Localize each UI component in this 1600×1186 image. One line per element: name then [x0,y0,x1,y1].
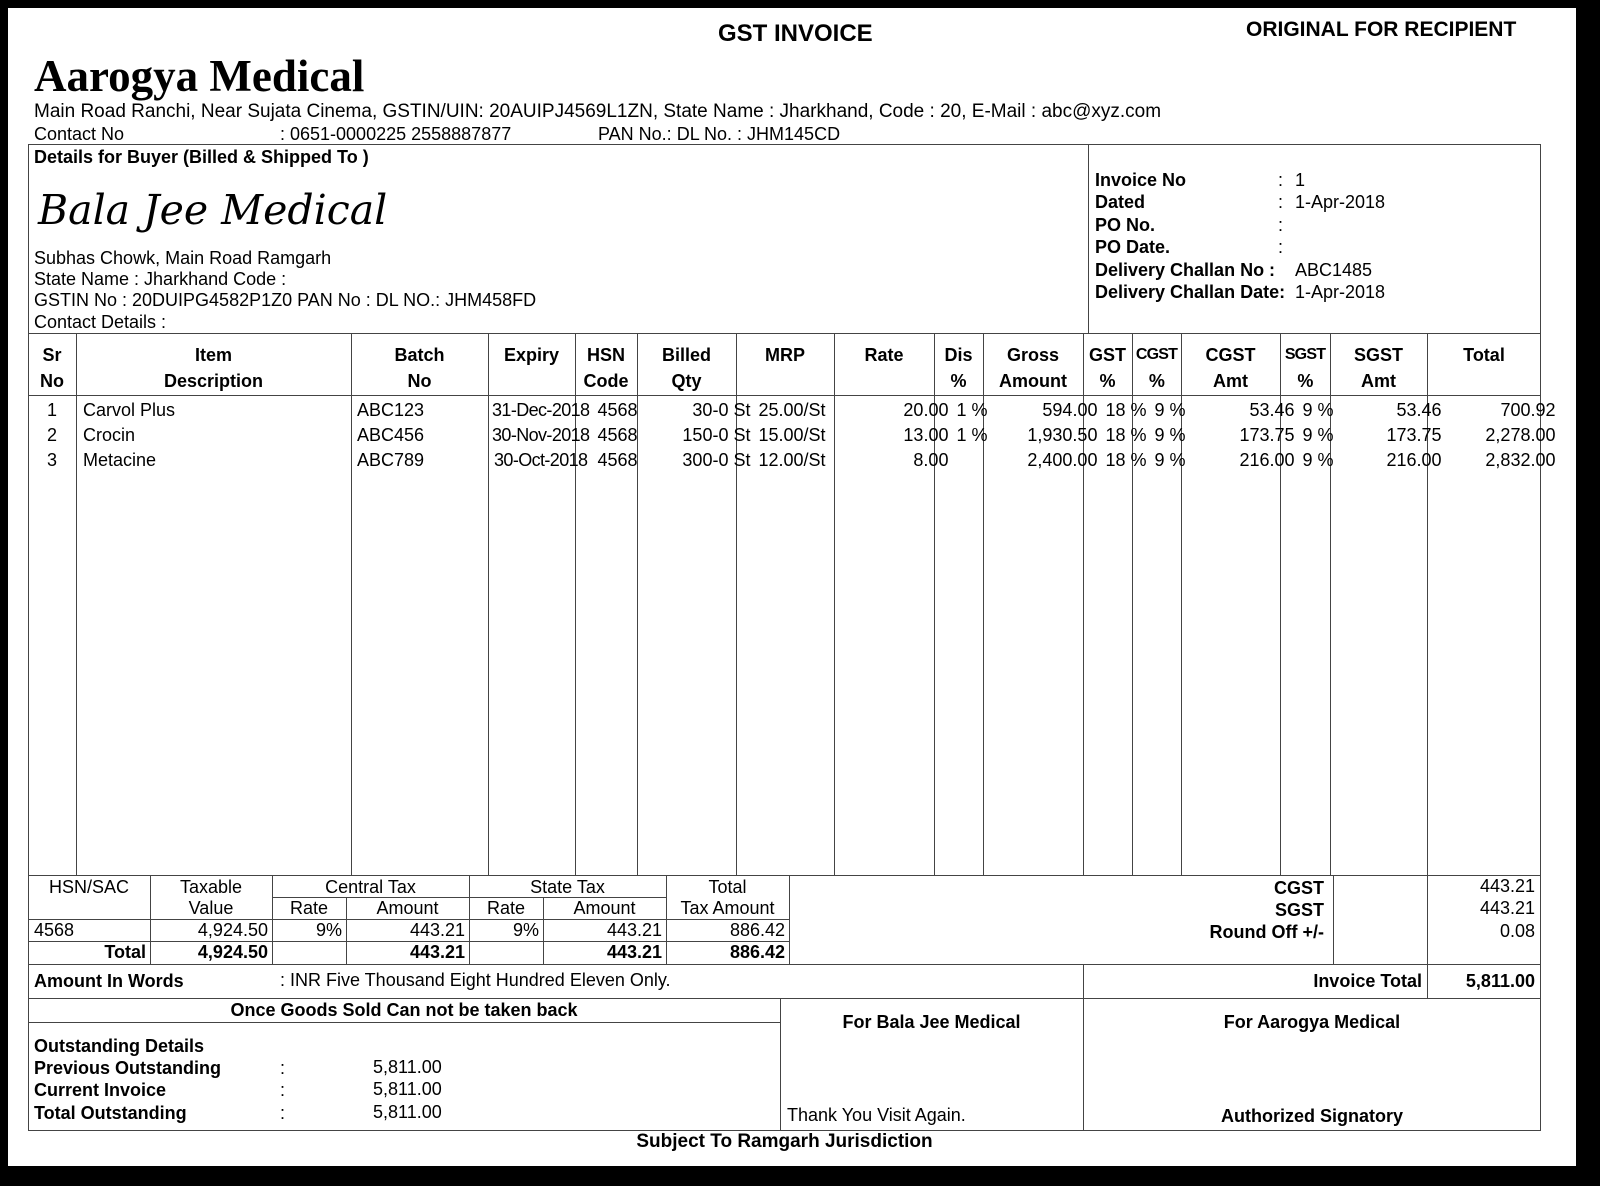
tax-row-c-amt: 443.21 [409,920,465,940]
pan-dl: PAN No.: DL No. : JHM145CD [598,124,841,144]
meta-value: 1-Apr-2018 [1295,192,1386,212]
tax-row-s-amt: 443.21 [606,920,662,940]
tax-total-label: Total [104,942,146,962]
tax-row-s-rate: 9% [512,920,539,940]
header-gst: GST % [1088,345,1126,391]
tax-header-s-amount: Amount [573,898,636,918]
header-sgst-amt: SGST Amt [1353,345,1403,391]
header-hsn: HSN Code [583,345,629,391]
header-cgst-pct: CGST % [1135,346,1178,391]
invoice-total-label: Invoice Total [1313,971,1422,991]
tax-total-tax: 886.42 [729,942,785,962]
table-row: 1 Carvol Plus ABC123 31-Dec-2018 4568 30-0 St 25.00/St 20.00 1 % 594.00 18 % 9 % 53.46 9 % 53.46 700.92 [46,400,1556,420]
tax-row-taxable: 4,924.50 [197,920,268,940]
buyer-state: State Name : Jharkhand Code : [34,269,287,289]
outstanding-value: 5,811.00 [373,1079,442,1099]
doc-title: GST INVOICE [718,20,873,47]
buyer-name: Bala Jee Medical [38,186,388,234]
tax-row-total: 886.42 [729,920,785,940]
table-row: 2 Crocin ABC456 30-Nov-2018 4568 150-0 St 15.00/St 13.00 1 % 1,930.50 18 % 9 % 173.75 9 % 173.75 2,278.00 [46,425,1556,445]
header-dis: Dis % [944,345,973,391]
meta-label: Dated [1095,192,1146,212]
meta-label: Invoice No [1095,170,1187,190]
header-expiry: Expiry [503,345,560,365]
header-sr: Sr No [40,345,64,391]
tax-row-hsn: 4568 [34,920,75,940]
outstanding-title: Outstanding Details [34,1036,205,1056]
authorized-signatory: Authorized Signatory [1220,1106,1403,1126]
header-qty: Billed Qty [661,345,711,391]
for-seller-label: For Aarogya Medical [1223,1012,1401,1032]
tax-header-c-rate: Rate [289,898,329,918]
round-off-label: Round Off +/- [1209,922,1324,942]
buyer-gstin: GSTIN No : 20DUIPG4582P1Z0 PAN No : DL NO.: JHM458FD [34,290,537,310]
tax-header-taxable: Taxable Value [179,877,243,918]
buyer-section-title: Details for Buyer (Billed & Shipped To ) [34,147,369,167]
header-mrp: MRP [765,345,805,365]
outstanding-label: Current Invoice [34,1080,167,1100]
amount-words-label: Amount In Words [34,971,184,991]
table-row: 3 Metacine ABC789 30-Oct-2018 4568 300-0 St 12.00/St 8.00 2,400.00 18 % 9 % 216.00 9 % 216.00 2,832.00 [46,450,1556,470]
invoice-page: GST INVOICE ORIGINAL FOR RECIPIENT Aarogya Medical Main Road Ranchi, Near Sujata Cinema, GSTIN/UIN: 20AUIPJ4569L1ZN, State Name : Jharkhand, Code : 20, E-Mail : abc@xyz.com Contact No : 0651-0000225 2558887877 PAN No.: DL No. : JHM145CD Details for Buyer (Billed & Shipped To ) Bala Jee Medical Subhas Chowk, Main Road Ramgarh State Name : Jharkhand Code : GSTIN No : 20DUIPG4582P1Z0 PAN No : DL NO.: JHM458FD Contact Details : Invoice No : 1 Dated : 1-Apr-2018 PO No. : PO Date. : Delivery Challan No : ABC1485 Delivery Challan Date: 1-Apr-2018 Sr No Item Description Batch No Expiry HSN Code Billed Qty MRP Rate Dis % Gross Amount GST % CGST % CGST Amt SGST % SGST Amt Total 1 Carvol Plus ABC123 31-Dec-2018 4568 30-0 St 25.00/St 20.00 1 % 594.00 18 % 9 % 53.46 9 % 53.46 700.92 2 Crocin ABC456 30-Nov-2018 4568 150-0 St 15.00/St 13.00 1 % 1,930.50 18 % 9 % 173.75 9 % 173.75 2,278.00 3 Metacine ABC789 30-Oct-2018 4568 300-0 St 12.00/St 8.00 2,400.00 18 % 9 % 216.00 9 % 216.00 2,832.00 HSN/SAC Taxable Value Central Tax State Tax Total Tax Amount Rate Amount Rate Amount 4568 4,924.50 9% 443.21 9% 443.21 886.42 Total 4,924.50 443.21 443.21 886.42 CGST 443.21 SGST 443.21 Round Off +/- 0.08 Amount In Words : INR Five Thousand Eight Hundred Eleven Only. Invoice Total 5,811.00 Once Goods Sold Can not be taken back Outstanding Details Previous Outstanding : 5,811.00 Current Invoice : 5,811.00 Total Outstanding : 5,811.00 For Bala Jee Medical Thank You Visit Again. For Aarogya Medical Authorized Signatory Subject To Ramgarh Jurisdiction [8,8,1576,1166]
tax-total-s-amt: 443.21 [606,942,662,962]
copy-label: ORIGINAL FOR RECIPIENT [1246,18,1517,41]
contact-label: Contact No [34,124,125,144]
outstanding-label: Previous Outstanding [34,1058,222,1078]
sgst-total-label: SGST [1274,900,1324,920]
tax-row-c-rate: 9% [315,920,342,940]
tax-header-c-amount: Amount [376,898,439,918]
thank-you-note: Thank You Visit Again. [787,1105,966,1125]
no-return-notice: Once Goods Sold Can not be taken back [230,1000,578,1020]
tax-header-s-rate: Rate [486,898,526,918]
meta-label: Delivery Challan No : [1095,260,1276,280]
items-body [28,398,1560,473]
for-buyer-label: For Bala Jee Medical [842,1012,1021,1032]
header-batch: Batch No [394,345,445,391]
sgst-total-value: 443.21 [1479,898,1535,918]
header-cgst-amt: CGST Amt [1205,345,1256,391]
contact-value: : 0651-0000225 2558887877 [280,124,512,144]
buyer-address: Subhas Chowk, Main Road Ramgarh [34,248,332,268]
meta-label: Delivery Challan Date: [1095,282,1286,302]
header-rate: Rate [864,345,904,365]
meta-value: 1 [1295,170,1306,190]
round-off-value: 0.08 [1499,921,1535,941]
tax-header-hsn: HSN/SAC [48,877,129,897]
company-name: Aarogya Medical [34,51,365,101]
meta-label: PO Date. [1095,237,1171,257]
cgst-total-label: CGST [1273,878,1324,898]
outstanding-value: 5,811.00 [373,1102,442,1122]
tax-header-state: State Tax [530,877,605,897]
tax-header-total: Total Tax Amount [680,877,775,918]
jurisdiction-note: Subject To Ramgarh Jurisdiction [636,1131,933,1152]
outstanding-value: 5,811.00 [373,1057,442,1077]
outstanding-label: Total Outstanding [34,1103,187,1123]
meta-value: 1-Apr-2018 [1295,282,1386,302]
tax-total-c-amt: 443.21 [409,942,465,962]
meta-value: ABC1485 [1295,260,1373,280]
tax-total-taxable: 4,924.50 [197,942,268,962]
amount-words-value: : INR Five Thousand Eight Hundred Eleven Only. [280,970,671,990]
header-total: Total [1463,345,1505,365]
tax-header-central: Central Tax [325,877,416,897]
header-item: Item Description [163,345,264,391]
header-sgst-pct: SGST % [1284,346,1326,391]
buyer-contact: Contact Details : [34,312,167,332]
cgst-total-value: 443.21 [1479,876,1535,896]
header-gross: Gross Amount [999,345,1067,391]
meta-label: PO No. [1095,215,1156,235]
invoice-total-value: 5,811.00 [1465,971,1535,991]
company-address: Main Road Ranchi, Near Sujata Cinema, GSTIN/UIN: 20AUIPJ4569L1ZN, State Name : Jharkhand, Code : 20, E-Mail : abc@xyz.com [34,101,1162,122]
